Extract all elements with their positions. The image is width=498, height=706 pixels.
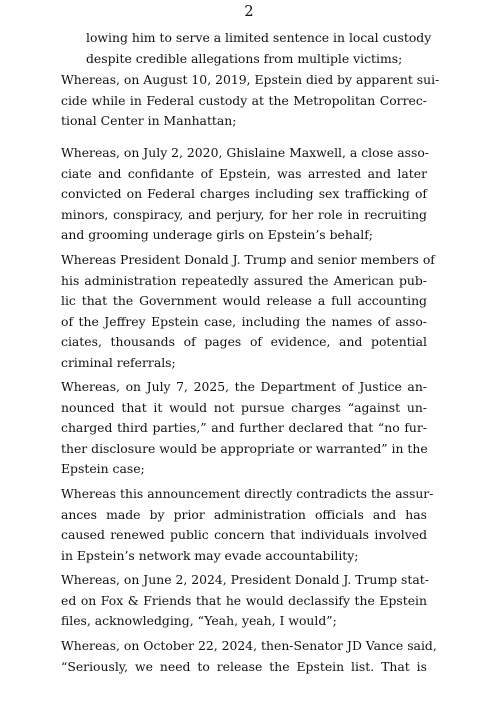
whereas-clause-vance-quote [61, 636, 437, 677]
text-line: caused renewed public concern that individuals involved [61, 527, 427, 543]
text-line: lic that the Government would release a full accounting [61, 293, 427, 309]
text-line: of the Jeffrey Epstein case, including the names of asso- [61, 313, 427, 329]
text-line: files, acknowledging, “Yeah, yeah, I would”; [61, 613, 337, 629]
text-line: despite credible allegations from multiple victims; [86, 50, 403, 66]
text-line: tional Center in Manhattan; [61, 113, 237, 129]
text-line: Whereas, on July 2, 2020, Ghislaine Maxwell, a close asso- [61, 145, 429, 160]
text-line: ed on Fox & Friends that he would declassify the Epstein [61, 592, 427, 608]
whereas-clause-assurances [61, 250, 435, 374]
text-line: Whereas, on October 22, 2024, then-Senator JD Vance said, [61, 638, 437, 653]
text-line: Whereas, on June 2, 2024, President Donald J. Trump stat- [61, 572, 429, 587]
whereas-clause-death [61, 70, 440, 132]
text-line: ther disclosure would be appropriate or warranted” in the [61, 440, 428, 456]
text-line: his administration repeatedly assured the American pub- [61, 272, 427, 288]
text-line: Whereas President Donald J. Trump and senior members of [61, 252, 435, 267]
text-line: ciate and confidante of Epstein, was arrested and later [61, 165, 427, 181]
whereas-clause-trump-quote [61, 570, 427, 632]
text-line: convicted on Federal charges including sex trafficking of [61, 186, 427, 202]
text-line: lowing him to serve a limited sentence in local custody [86, 30, 432, 45]
whereas-clause-doj [61, 377, 427, 480]
paragraph-continuation [61, 28, 432, 69]
text-line: in Epstein’s network may evade accountability; [61, 547, 359, 563]
text-line: Whereas, on August 10, 2019, Epstein died by apparent sui- [61, 72, 440, 87]
text-line: nounced that it would not pursue charges “against un- [61, 399, 427, 415]
page-number: 2 [244, 4, 254, 20]
text-line: ciates, thousands of pages of evidence, and potential [61, 334, 427, 350]
text-line: criminal referrals; [61, 354, 176, 370]
text-line: Whereas, on July 7, 2025, the Department of Justice an- [61, 379, 427, 394]
whereas-clause-maxwell [61, 143, 427, 246]
text-line: Epstein case; [61, 461, 145, 477]
text-line: cide while in Federal custody at the Metropolitan Correc- [61, 92, 427, 108]
text-line: ances made by prior administration officials and has [61, 506, 427, 522]
whereas-clause-contradiction [61, 484, 434, 566]
text-line: and grooming underage girls on Epstein’s behalf; [61, 227, 373, 243]
text-line: Whereas this announcement directly contradicts the assur- [61, 486, 434, 501]
text-line: “Seriously, we need to release the Epstein list. That is [61, 658, 427, 674]
text-line: minors, conspiracy, and perjury, for her role in recruiting [61, 206, 427, 222]
text-line: charged third parties,” and further declared that “no fur- [61, 420, 427, 436]
